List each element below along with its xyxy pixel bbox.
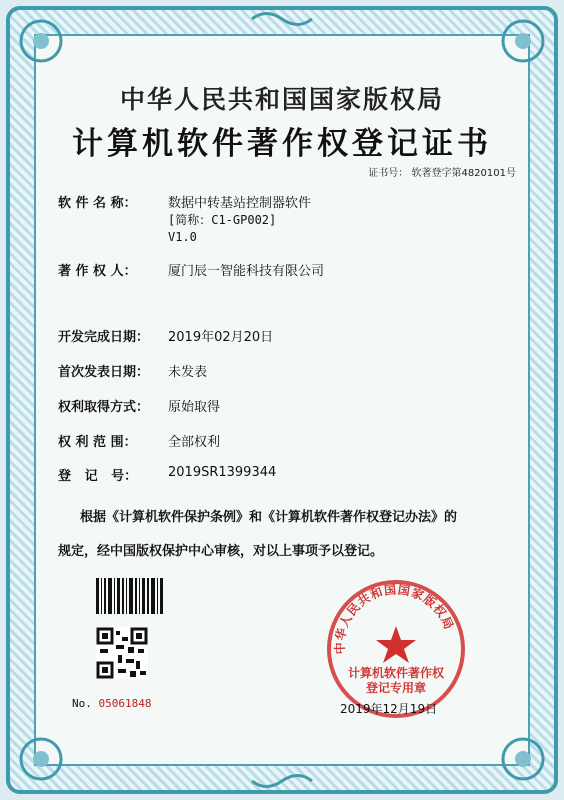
field-acquisition-method xyxy=(58,396,221,415)
field-label: 软 件 名 称： xyxy=(58,196,137,211)
issue-date: 2019年12月19日 xyxy=(340,702,438,716)
issuer-title: 中华人民共和国国家版权局 xyxy=(119,85,444,114)
field-registration-number xyxy=(58,465,277,484)
seal-line-2: 登记专用章 xyxy=(365,681,426,695)
field-value: 数据中转基站控制器软件 xyxy=(168,196,312,211)
field-value: 2019年02月20日 xyxy=(168,330,274,345)
field-label: 开发完成日期： xyxy=(58,330,150,345)
certificate-title: 计算机软件著作权登记证书 xyxy=(72,126,492,162)
field-publication-date xyxy=(58,361,208,380)
field-value: 全部权利 xyxy=(168,435,221,450)
field-copyright-owner xyxy=(58,260,325,279)
corner-ornament-icon xyxy=(14,14,68,68)
corner-ornament-icon xyxy=(14,732,68,786)
statement-line-1: 根据《计算机软件保护条例》和《计算机软件著作权登记办法》的 xyxy=(80,510,458,525)
corner-ornament-icon xyxy=(496,14,550,68)
barcode-icon xyxy=(96,578,166,614)
statement-line-2: 规定，经中国版权保护中心审核，对以上事项予以登记。 xyxy=(58,544,384,559)
field-software-name xyxy=(58,192,312,244)
software-version: V1.0 xyxy=(168,230,197,244)
field-completion-date xyxy=(58,326,274,345)
seal-star-icon xyxy=(376,626,416,663)
field-label: 首次发表日期： xyxy=(58,365,150,380)
field-value: 2019SR1399344 xyxy=(168,465,277,480)
field-value: 原始取得 xyxy=(168,400,221,415)
field-value: 未发表 xyxy=(168,365,208,380)
qr-code-icon xyxy=(96,627,148,679)
field-label: 著 作 权 人： xyxy=(58,264,137,279)
top-ornament-icon xyxy=(250,10,314,28)
field-value: 厦门辰一智能科技有限公司 xyxy=(168,264,325,279)
seal-line-1: 计算机软件著作权 xyxy=(347,666,444,680)
seal-ring-text: 中华人民共和国国家版权局 xyxy=(332,582,457,655)
bottom-ornament-icon xyxy=(250,772,314,790)
software-short-name: [简称：C1-GP002] xyxy=(168,213,277,227)
official-seal xyxy=(325,578,467,720)
certificate-number: 证书号： 软著登字第4820101号 xyxy=(368,168,516,179)
field-label: 权利取得方式： xyxy=(58,400,150,415)
field-rights-scope xyxy=(58,431,221,450)
serial-number: No. 05061848 xyxy=(72,697,152,710)
corner-ornament-icon xyxy=(496,732,550,786)
field-label: 登 记 号： xyxy=(58,469,138,484)
field-label: 权 利 范 围： xyxy=(58,435,137,450)
